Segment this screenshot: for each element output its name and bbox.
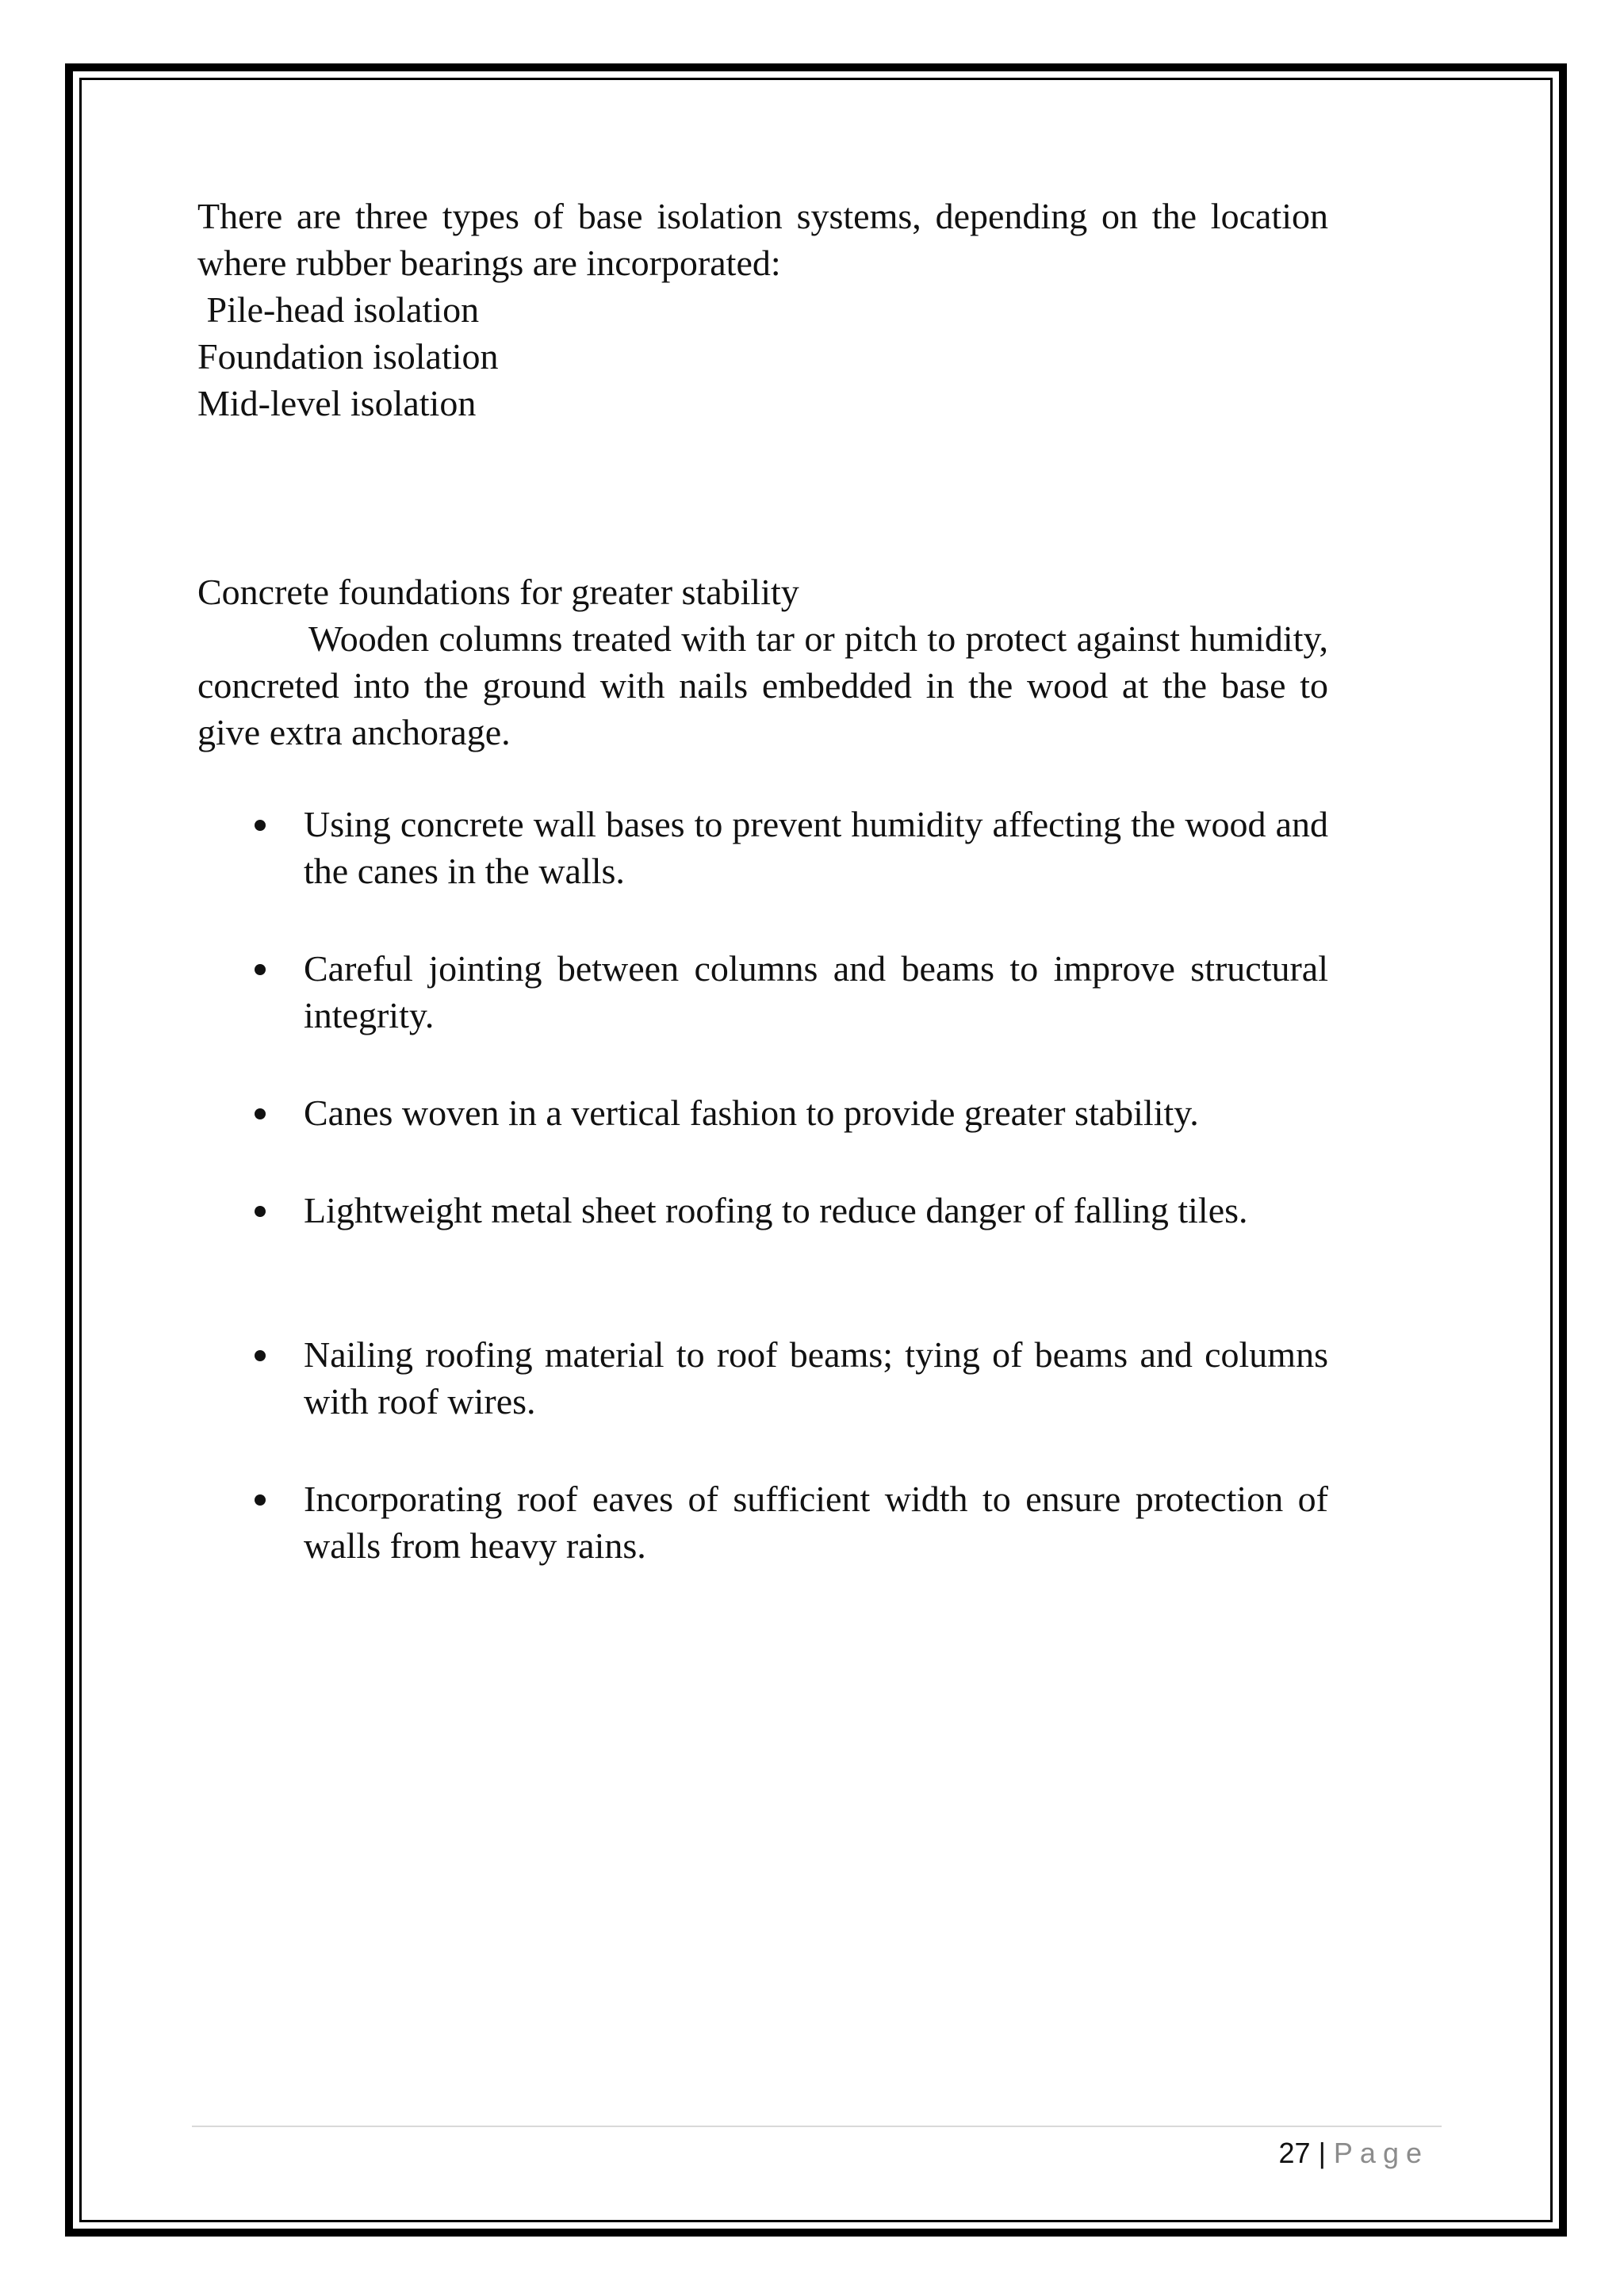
bullet-icon [255,820,266,831]
isolation-type-foundation: Foundation isolation [197,336,499,377]
isolation-type-mid-level: Mid-level isolation [197,383,477,423]
section-heading: Concrete foundations for greater stability [197,572,799,612]
list-item-text: Nailing roofing material to roof beams; tying of beams and columns with roof wires. [304,1334,1328,1422]
spacer [197,427,1328,568]
list-item [197,1475,1328,1569]
list-item [197,1331,1328,1425]
page-label: Page [1333,2137,1429,2169]
intro-paragraph: There are three types of base isolation systems, depending on the location where rubber bearings are incorporated: [197,196,1328,283]
bullet-icon [255,1108,266,1119]
isolation-type-pile-head: Pile-head isolation [197,289,480,330]
bullet-icon [255,1206,266,1217]
list-item-text: Canes woven in a vertical fashion to provide greater stability. [304,1093,1199,1133]
page-number: 27 [1278,2137,1311,2169]
list-item-text: Lightweight metal sheet roofing to reduce danger of falling tiles. [304,1190,1248,1230]
footer-separator: | [1318,2137,1326,2169]
bullet-icon [255,1350,266,1361]
section-body: Wooden columns treated with tar or pitch to protect against humidity, concreted into the ground with nails embedded in the wood at the base to give extra anchorage. [197,618,1328,752]
footer-divider [192,2126,1442,2127]
page-footer [1279,2134,1429,2172]
page-content [197,193,1328,1569]
list-item [197,1089,1328,1136]
bullet-icon [255,1494,266,1506]
list-item-text: Using concrete wall bases to prevent humidity affecting the wood and the canes in the walls. [304,804,1328,891]
list-item [197,945,1328,1039]
bullet-list [197,801,1328,1569]
list-item [197,801,1328,894]
list-item-text: Incorporating roof eaves of sufficient width to ensure protection of walls from heavy rains. [304,1479,1328,1566]
list-item-text: Careful jointing between columns and beams to improve structural integrity. [304,948,1328,1035]
bullet-icon [255,964,266,975]
list-item [197,1187,1328,1234]
